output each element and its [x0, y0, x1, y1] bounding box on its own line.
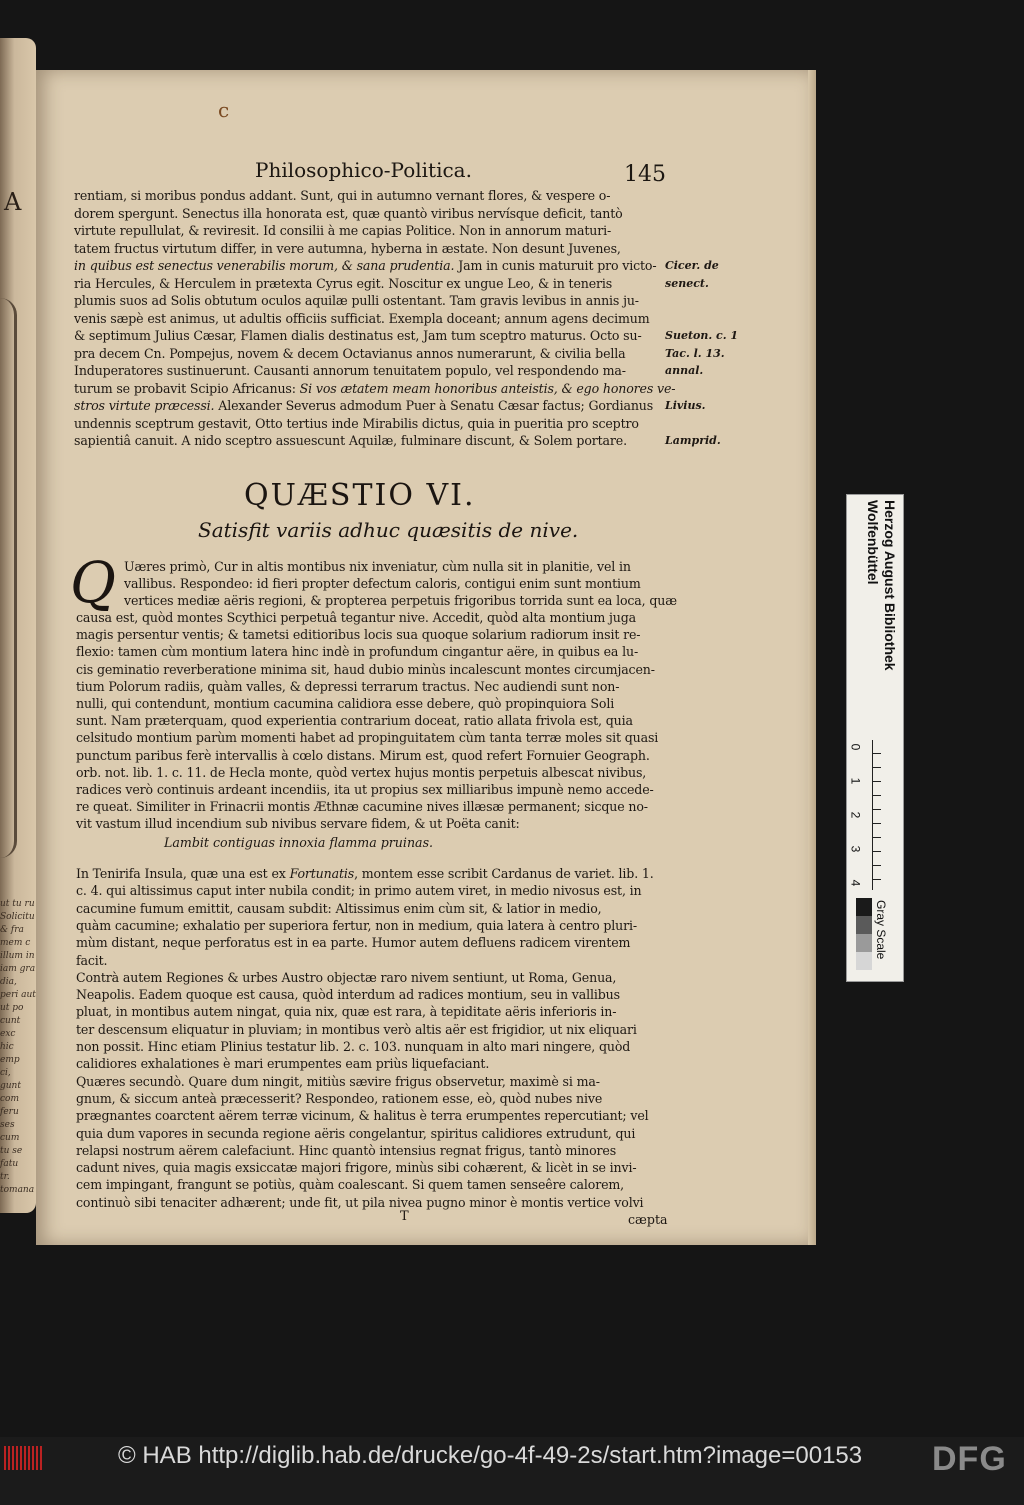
- text-run: in quibus est senectus venerabilis morum, & sana prudentia.: [74, 258, 455, 273]
- text-run: sapientiâ canuit. A nido sceptro assuescunt Aquilæ, fulminare discunt, & Solem portare.: [74, 433, 627, 448]
- page-edge: [808, 70, 816, 1245]
- left-page-capital: A: [4, 188, 22, 216]
- drop-cap: Q: [70, 551, 116, 616]
- text-run: pra decem Cn. Pompejus, novem & decem Octavianus annos numerarunt, & civilia bella: [74, 345, 626, 361]
- text-line: [76, 1003, 616, 1020]
- verse-line: Lambit contiguas innoxia flamma pruinas.: [164, 835, 434, 850]
- text-line: Uæres primò, Cur in altis montibus nix inveniatur, cùm nulla sit in planitie, vel in: [124, 559, 631, 574]
- text-line: [74, 327, 642, 344]
- catchword: cæpta: [628, 1212, 668, 1227]
- text-line: [76, 900, 602, 917]
- gray-swatch: [856, 898, 872, 916]
- text-line: [74, 345, 626, 362]
- text-run: non possit. Hinc etiam Plinius testatur lib. 2. c. 103. nunquam in alto mari ningere, quòd: [76, 1039, 631, 1054]
- text-line: [76, 865, 654, 882]
- ruler-number: 4: [848, 879, 863, 887]
- text-run: gnum, & siccum anteà præcesserit? Respondeo, rationem esse, eò, quòd nubes nive: [76, 1090, 603, 1106]
- text-run: Si vos ætatem meam honoribus anteistis, & ego honores ve-: [299, 380, 676, 396]
- text-line: [76, 1107, 649, 1124]
- footer-citation-link[interactable]: © HAB http://diglib.hab.de/drucke/go-4f-49-2s/start.htm?image=00153: [118, 1442, 863, 1469]
- page-number: 145: [624, 162, 666, 187]
- text-line: [76, 882, 642, 899]
- text-run: quia dum vapores in secunda regione aëris congelantur, spiritus calidiores extrudunt, qui: [76, 1125, 636, 1141]
- ruler: [872, 740, 881, 890]
- text-run: Induperatores sustinuerunt. Causanti annorum tenuitatem populo, vel respondendo ma-: [74, 363, 626, 378]
- text-line: [74, 310, 650, 327]
- text-run: continuò sibi tenaciter adhærent; unde fit, ut pila nivea pugno minor è montis vertice volvi: [76, 1194, 644, 1210]
- margin-note: Cicer. de: [665, 259, 719, 272]
- margin-note: Sueton. c. 1: [665, 329, 739, 342]
- text-line: [76, 986, 620, 1003]
- text-line: [76, 952, 107, 969]
- ruler-number: 3: [848, 845, 863, 853]
- text-run: undennis sceptrum gestavit, Otto tertius inde Mirabilis dictus, quia in pueritia pro sceptro: [74, 415, 639, 431]
- text-line: flexio: tamen cùm montium latera hinc indè in profundum cingantur aëre, in quibus ea lu-: [76, 644, 639, 660]
- gray-swatch: [856, 916, 872, 934]
- text-run: pluat, in montibus autem ningat, quia nix, quæ est rara, à tepiditate aëris inferioris in-: [76, 1004, 617, 1020]
- text-line: [74, 205, 623, 222]
- text-run: ter descensum eliquatur in pluviam; in montibus verò altis aër est frigidior, ut nix eliquari: [76, 1021, 637, 1037]
- text-run: cadunt nives, quia magis exsiccatæ majori frigore, minùs sibi cohærent, & licèt in se invi-: [76, 1160, 637, 1176]
- text-run: In Tenirifa Insula, quæ una est ex: [76, 866, 290, 881]
- text-run: turum se probavit Scipio Africanus:: [74, 380, 300, 396]
- ruler-number: 0: [848, 743, 863, 751]
- text-line: [76, 934, 630, 951]
- margin-note: Livius.: [665, 399, 706, 412]
- text-line: [74, 362, 626, 379]
- margin-note: senect.: [665, 276, 709, 290]
- text-line: [76, 917, 637, 934]
- dfg-logo: DFG: [932, 1440, 1007, 1478]
- text-run: Fortunatis: [289, 866, 355, 881]
- text-line: [76, 1142, 616, 1159]
- text-line: vallibus. Respondeo: id fieri propter defectum caloris, contigui enim sunt montium: [124, 576, 641, 591]
- text-line: cis geminatio reverberatione minima sit, haud dubio minùs incalescunt montes circumjacen-: [76, 661, 655, 677]
- text-line: [76, 1194, 643, 1211]
- text-run: calidiores exhalationes è mari erumpentes eam priùs liquefaciant.: [76, 1056, 490, 1072]
- text-line: radices verò continuis ardeant incendiis, ita ut propius sex milliaribus impunè nemo accede-: [76, 782, 654, 797]
- text-line: magis persentur ventis; & tametsi editioribus locis sua quoque solarium radiorum insit re-: [76, 627, 641, 643]
- signature-mark: T: [400, 1209, 409, 1224]
- text-run: mùm distant, neque perforatus est in ea parte. Humor autem defluens radicem virentem: [76, 935, 631, 951]
- gray-swatch: [856, 952, 872, 970]
- text-line: [76, 1159, 636, 1176]
- text-run: stros virtute præcessi.: [74, 398, 215, 413]
- text-line: sunt. Nam præterquam, quod experientia contrarium doceat, ratio allata frivola est, quia: [76, 713, 633, 729]
- left-page-engraving-frame: [0, 298, 17, 858]
- text-run: cacumine fumum emittit, causam subdit: Altissimus enim cùm sit, & latior in medio,: [76, 900, 602, 916]
- text-run: & septimum Julius Cæsar, Flamen dialis destinatus est, Jam tum sceptro maturus. Octo su-: [74, 328, 642, 343]
- text-line: [74, 187, 610, 204]
- text-line: [76, 1055, 489, 1072]
- text-run: Alexander Severus admodum Puer à Senatu Cæsar factus; Gordianus: [214, 398, 654, 413]
- text-run: prægnantes coarctent aërem terræ vicinum, & halitus è terra erumpentes repercutiant; vel: [76, 1108, 649, 1124]
- text-run: Neapolis. Eadem quoque est causa, quòd interdum ad radices montium, seu in vallibus: [76, 987, 620, 1003]
- library-mark: c: [218, 98, 230, 122]
- text-run: facit.: [76, 952, 108, 968]
- margin-note: annal.: [665, 364, 704, 377]
- left-page-margin-text: ut tu ru Solicitu & fra mem c illum in iam gra dia, peri aut ut po cunt exc hic emp ci, gunt com feru ses cum tu se fatu tr. tomana: [0, 899, 36, 1195]
- text-run: virtute repullulat, & reviresit. Id consilii à me capias Politice. Non in annorum maturi-: [74, 223, 612, 238]
- gray-swatch: [856, 934, 872, 952]
- text-line: [76, 1073, 600, 1090]
- text-line: tium Polorum radiis, quàm valles, & depressi terrarum tractus. Nec audiendi sunt non-: [76, 678, 620, 694]
- running-title: Philosophico-Politica.: [255, 158, 472, 182]
- text-line: [76, 1125, 635, 1142]
- text-run: dorem spergunt. Senectus illa honorata est, quæ quantò viribus nervísque deficit, tantò: [74, 205, 623, 221]
- institution-name: Herzog August Bibliothek Wolfenbüttel: [865, 500, 898, 671]
- text-line: punctum paribus ferè intervallis à cœlo distans. Mirum est, quod refert Fornuier Geograph.: [76, 747, 650, 763]
- gray-scale-label: Gray Scale: [874, 900, 888, 960]
- text-line: [74, 240, 621, 257]
- ruler-number: 1: [848, 777, 863, 785]
- text-run: ria Hercules, & Herculem in prætexta Cyrus egit. Noscitur ex ungue Leo, & in teneris: [74, 275, 613, 291]
- text-line: re queat. Similiter in Frinacrii montis Æthnæ cacumine nives illæsæ permanent; sicque no-: [76, 799, 648, 815]
- text-run: quàm cacumine; exhalatio per superiora fertur, non in medium, quia latera à centro pluri-: [76, 917, 637, 933]
- institution-label: [858, 500, 898, 715]
- text-line: [76, 1090, 602, 1107]
- margin-note: Lamprid.: [665, 434, 721, 447]
- text-run: Contrà autem Regiones & urbes Austro objectæ raro nivem sentiunt, ut Roma, Genua,: [76, 969, 617, 985]
- text-line: celsitudo montium parùm momenti habet ad propinguitatem cùm tanta terræ moles sit quasi: [76, 730, 659, 746]
- text-line: [74, 275, 612, 292]
- text-line: [74, 292, 639, 309]
- margin-note: Tac. l. 13.: [665, 346, 725, 360]
- text-line: [76, 969, 616, 986]
- text-line: vit vastum illud incendium sub nivibus servare fidem, & ut Poëta canit:: [76, 816, 520, 832]
- text-run: Jam in cunis maturuit pro victo-: [454, 258, 657, 273]
- text-run: relapsi nostrum aërem calefaciunt. Hinc quantò intensius regnat frigus, tantò minores: [76, 1142, 617, 1158]
- text-line: [74, 415, 639, 432]
- text-line: nulli, qui contendunt, montium cacumina calidiora esse debere, quò propinquiora Soli: [76, 696, 615, 711]
- text-line: [74, 222, 611, 239]
- text-line: [76, 1021, 637, 1038]
- left-page-edge: [0, 38, 36, 1213]
- text-run: rentiam, si moribus pondus addant. Sunt, qui in autumno vernant flores, & vespere o-: [74, 188, 611, 203]
- text-run: Quæres secundò. Quare dum ningit, mitiùs sævire frigus observetur, maximè si ma-: [76, 1073, 600, 1089]
- text-line: [74, 432, 627, 449]
- text-run: cem impingant, frangunt se potiùs, quàm coalescant. Si quem tamen senseêre calorem,: [76, 1177, 625, 1193]
- text-line: [74, 257, 656, 274]
- text-line: [76, 1038, 630, 1055]
- question-subtitle: Satisfit variis adhuc quæsitis de nive.: [198, 518, 579, 542]
- text-run: , montem esse scribit Cardanus de variet. lib. 1.: [354, 866, 654, 881]
- text-run: tatem fructus virtutum differ, in vere autumna, hyberna in æstate. Non desunt Juvenes,: [74, 240, 621, 256]
- text-line: vertices mediæ aëris regioni, & propterea perpetuis frigoribus torrida sunt ea loca, quæ: [124, 593, 677, 608]
- question-title: QUÆSTIO VI.: [244, 478, 476, 513]
- text-line: orb. not. lib. 1. c. 11. de Hecla monte, quòd vertex hujus montis perpetuis albescat nivibus,: [76, 764, 647, 780]
- text-line: [74, 380, 675, 397]
- text-line: [74, 397, 653, 414]
- text-line: [76, 1176, 624, 1193]
- hab-barcode-icon: [4, 1446, 44, 1470]
- ruler-number: 2: [848, 811, 863, 819]
- text-line: causa est, quòd montes Scythici perpetuâ tegantur nive. Accedit, quòd alta montium juga: [76, 610, 637, 625]
- text-run: venis sæpè est animus, ut adultis officiis sufficiat. Exempla doceant; annum agens decimum: [74, 310, 650, 326]
- text-run: plumis suos ad Solis obtutum oculos aquilæ pulli ostentant. Tam gravis levibus in annis ju-: [74, 293, 639, 308]
- text-run: c. 4. qui altissimus caput inter nubila condit; in primo autem viret, in medio nivosus est, in: [76, 883, 642, 899]
